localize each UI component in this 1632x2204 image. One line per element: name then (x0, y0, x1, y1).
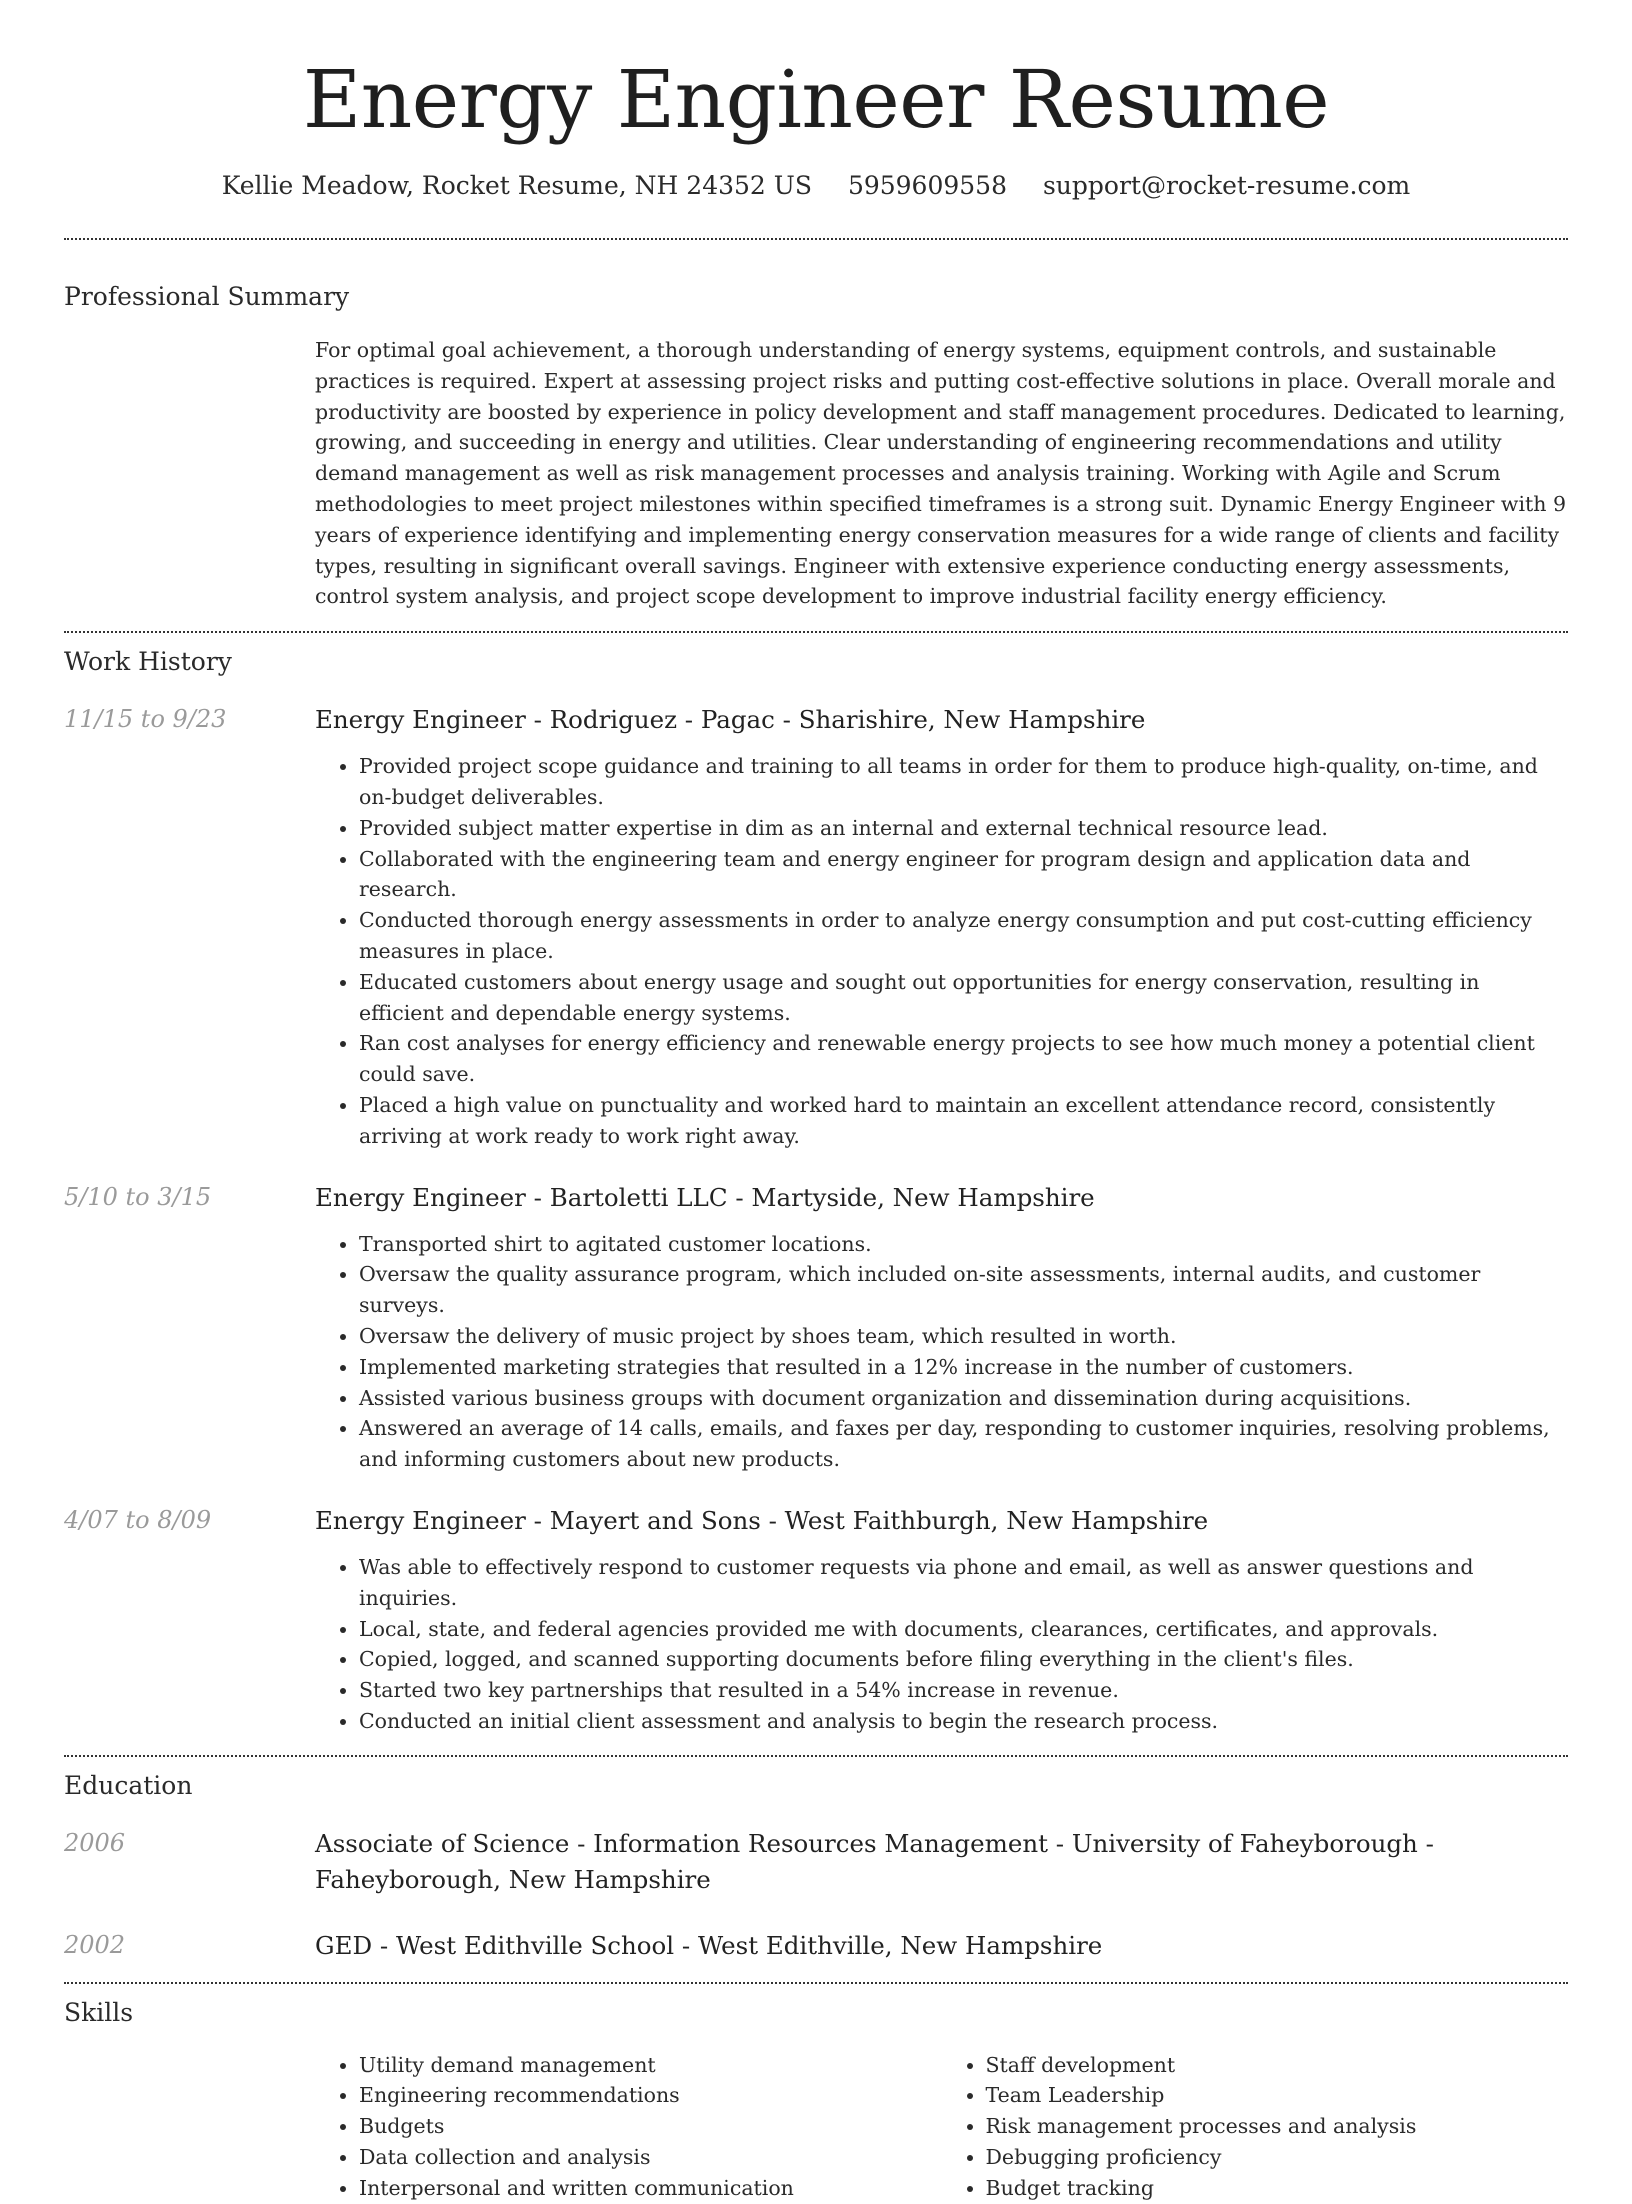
job-title: Energy Engineer - Rodriguez - Pagac - Sharishire, New Hampshire (315, 705, 1146, 735)
job-duty: • Provided project scope guidance and training to all teams in order for them to produce high-quality, on-time, and on-budget deliverables. (359, 751, 1568, 813)
job-duty: • Provided subject matter expertise in dim as an internal and external technical resource lead. (359, 813, 1568, 844)
job-duty: • Oversaw the quality assurance program, which included on-site assessments, internal audits, and customer surveys. (359, 1259, 1568, 1321)
education-title: Associate of Science - Information Resources Management - University of Faheyborough - Faheyborough, New Hampshire (315, 1828, 1434, 1894)
job-title: Energy Engineer - Mayert and Sons - West Faithburgh, New Hampshire (315, 1505, 1209, 1535)
section-divider (64, 238, 1568, 240)
job-details (315, 1180, 1568, 1475)
contact-line (64, 168, 1568, 204)
contact-phone: 5959609558 (847, 171, 1007, 200)
work-history-heading: Work History (64, 647, 232, 677)
education-year: 2002 (64, 1930, 126, 1959)
skill-item: • Budgets (359, 2111, 942, 2142)
skill-item: • Debugging proficiency (986, 2142, 1569, 2173)
job-duty: • Collaborated with the engineering team and energy engineer for program design and application data and research. (359, 844, 1568, 906)
job-duty: • Transported shirt to agitated customer locations. (359, 1229, 1568, 1260)
education-details (315, 1826, 1568, 1898)
section-divider (64, 631, 1568, 633)
job-dates: 5/10 to 3/15 (64, 1182, 212, 1211)
skills-columns (315, 2050, 1568, 2204)
skills-heading: Skills (64, 1997, 134, 2027)
education-entry (64, 1928, 1568, 1964)
education-entry (64, 1826, 1568, 1898)
job-dates: 4/07 to 8/09 (64, 1505, 212, 1534)
job-duty: • Answered an average of 14 calls, emails, and faxes per day, responding to customer inquiries, resolving problems, and informing customers about new products. (359, 1413, 1568, 1475)
education-title: GED - West Edithville School - West Edithville, New Hampshire (315, 1930, 1103, 1960)
contact-address: Kellie Meadow, Rocket Resume, NH 24352 US (221, 171, 812, 200)
job-duty: • Conducted an initial client assessment and analysis to begin the research process. (359, 1706, 1568, 1737)
skill-item: • Staff development (986, 2050, 1569, 2081)
job-duty: • Was able to effectively respond to customer requests via phone and email, as well as answer questions and inquiries. (359, 1552, 1568, 1614)
job-duties (315, 1229, 1568, 1475)
skill-item: • Interpersonal and written communication (359, 2173, 942, 2204)
job-duties (315, 751, 1568, 1151)
education-details (315, 1928, 1568, 1964)
job-entry (64, 1503, 1568, 1737)
job-duty: • Ran cost analyses for energy efficiency and renewable energy projects to see how much money a potential client could save. (359, 1028, 1568, 1090)
skill-item: • Utility demand management (359, 2050, 942, 2081)
section-divider (64, 1755, 1568, 1757)
skill-item: • Budget tracking (986, 2173, 1569, 2204)
job-duty: • Started two key partnerships that resulted in a 54% increase in revenue. (359, 1675, 1568, 1706)
job-duties (315, 1552, 1568, 1737)
job-duty: • Local, state, and federal agencies provided me with documents, clearances, certificates, and approvals. (359, 1614, 1568, 1645)
skill-item: • Risk management processes and analysis (986, 2111, 1569, 2142)
skill-item: • Team Leadership (986, 2080, 1569, 2111)
job-details (315, 1503, 1568, 1737)
job-entry (64, 702, 1568, 1151)
resume-page (64, 0, 1568, 2204)
skills-list-left (315, 2050, 942, 2204)
skill-item: • Engineering recommendations (359, 2080, 942, 2111)
job-duty: • Oversaw the delivery of music project by shoes team, which resulted in worth. (359, 1321, 1568, 1352)
education-heading: Education (64, 1770, 193, 1800)
summary-text: For optimal goal achievement, a thorough understanding of energy systems, equipment controls, and sustainable practices is required. Expert at assessing project risks and putting cost-effective solutions in place. Overall morale and productivity are boosted by experience in policy development and staff management procedures. Dedicated to learning, growing, and succeeding in energy and utilities. Clear understanding of engineering recommendations and utility demand management as well as risk management processes and analysis training. Working with Agile and Scrum methodologies to meet project milestones within specified timeframes is a strong suit. Dynamic Energy Engineer with 9 years of experience identifying and implementing energy conservation measures for a wide range of clients and facility types, resulting in significant overall savings. Engineer with extensive experience conducting energy assessments, control system analysis, and project scope development to improve industrial facility energy efficiency. (315, 338, 1567, 609)
resume-title: Energy Engineer Resume (302, 53, 1330, 146)
job-duty: • Copied, logged, and scanned supporting documents before filing everything in the client's files. (359, 1644, 1568, 1675)
job-duty: • Placed a high value on punctuality and worked hard to maintain an excellent attendance record, consistently arriving at work ready to work right away. (359, 1090, 1568, 1152)
job-title: Energy Engineer - Bartoletti LLC - Martyside, New Hampshire (315, 1182, 1095, 1212)
job-details (315, 702, 1568, 1151)
education-year: 2006 (64, 1828, 126, 1857)
job-duty: • Educated customers about energy usage and sought out opportunities for energy conservation, resulting in efficient and dependable energy systems. (359, 967, 1568, 1029)
job-entry (64, 1180, 1568, 1475)
job-duty: • Implemented marketing strategies that resulted in a 12% increase in the number of customers. (359, 1352, 1568, 1383)
job-duty: • Assisted various business groups with document organization and dissemination during acquisitions. (359, 1383, 1568, 1414)
skills-list-right (942, 2050, 1569, 2204)
section-divider (64, 1982, 1568, 1984)
contact-email: support@rocket-resume.com (1042, 171, 1411, 200)
skill-item: • Data collection and analysis (359, 2142, 942, 2173)
job-duty: • Conducted thorough energy assessments in order to analyze energy consumption and put cost-cutting efficiency measures in place. (359, 905, 1568, 967)
job-dates: 11/15 to 9/23 (64, 705, 227, 734)
summary-heading: Professional Summary (64, 282, 350, 311)
